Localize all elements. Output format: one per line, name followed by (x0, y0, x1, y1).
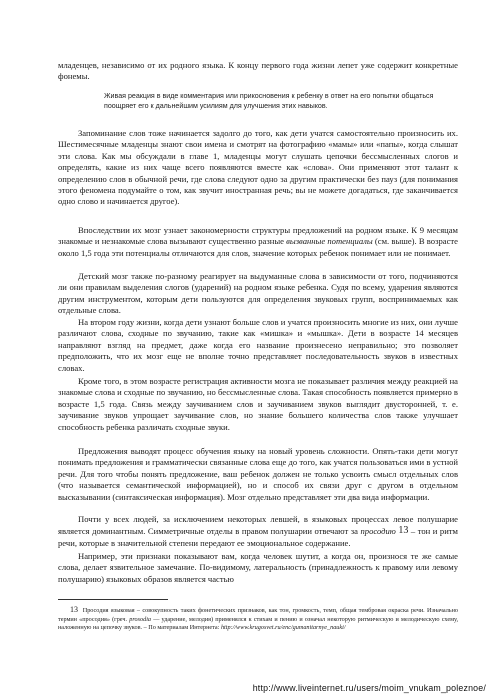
paragraph-1: младенцев, независимо от их родного языка. К концу первого года жизни лепет уже содержит конкретные фонемы. (58, 60, 458, 82)
italic-term-evoked-potentials: вызванные потенциалы (286, 236, 373, 247)
footnote-reference[interactable]: 13 (398, 525, 409, 537)
watermark-url[interactable]: http://www.liveinternet.ru/users/moim_vnukam_poleznoe/ (252, 683, 486, 693)
paragraph-6: Кроме того, в этом возрасте регистрация активности мозга не показывает различия между реакцией на знакомые слова и сходные по звучанию, но бессмысленные слова. Такая способность появляется примерно в возрасте 1,5 года. Связь между заучиванием слов и заучиванием звуков выглядит двусторонней, т. е. заучивание звуков упрощает заучивание слов, но знание большего количества слов также улучшает способность ребенка различать сходные звуки. (58, 376, 458, 432)
footnote-url[interactable]: http://www.krugosvet.ru/enc/gumanitarnye_nauki/ (220, 624, 346, 632)
paragraph-3-text: Впоследствии их мозг узнает закономерности структуры предложений на родном языке. К 9 месяцам знакомые и незнакомые слова вызывают существенно разные (58, 225, 458, 247)
paragraph-8-text: Почти у всех людей, за исключением некоторых левшей, в языковых процессах левое полушарие является доминантным. Симметричные отделы в правом полушарии отвечают за (58, 514, 458, 537)
footnote-term: prosodia (129, 615, 152, 623)
footnote (58, 606, 458, 633)
paragraph-2: Запоминание слов тоже начинается задолго до того, как дети учатся самостоятельно произносить их. Шестимесячные младенцы знают свои имена и смотрят на фотографию «мамы» или «папы», когда слышат эти слова. Как мы обсуждали в главе 1, младенцы могут слушать цепочки бессмысленных слогов и определять, какие из них чаще всего появляются вместе как «слова». Они применяют этот талант к определению слов в обычной речи, где слова следуют одно за другим практически без пауз (для понимания этого феномена подумайте о том, как звучит иностранная речь; вы не можете догадаться, где заканчивается одно слово и начинается другое). (58, 128, 458, 207)
paragraph-3-rest: (см. выше). В возрасте около 1,5 года эти потенциалы отличаются для слов, значение которых ребенок понимает или не понимает. (58, 236, 458, 258)
paragraph-8 (58, 514, 458, 549)
italic-term-prosody: просодию (360, 526, 396, 537)
paragraph-8-rest: – тон и ритм речи, которые в значительной степени передают ее эмоциональное содержание. (58, 526, 458, 548)
footnote-text: Просодия языковая – совокупность таких фонетических признаков, как тон, громкость, темп, общая тембровая окраска речи. Изначально термин «просодия» (греч. (58, 607, 459, 623)
footnote-text-2: — ударение, мелодия) применялся к стихам и пению и означал некоторую ритмическую и мелодическую схему, наложенную на цепочку звуков. – По материалам Интернета: (58, 615, 458, 632)
margin-note: Живая реакция в виде комментария или прикосновения к ребенку в ответ на его попытки общаться поощряет его к дальнейшим усилиям для улучшения этих навыков. (104, 92, 434, 110)
paragraph-7: Предложения выводят процесс обучения языку на новый уровень сложности. Опять-таки дети могут понимать предложения и грамматически связанные слова еще до того, как учатся пользоваться ими в устной речи. Для того чтобы понять предложение, ваш ребенок должен не только усвоить смысл отдельных слов (что называется семантической информацией), но и способ их связи друг с другом в отдельном высказывании (синтаксическая информация). Мозг отдельно представляет эти два вида информации. (58, 446, 458, 502)
paragraph-3 (58, 225, 458, 259)
paragraph-4: Детский мозг также по-разному реагирует на выдуманные слова в зависимости от того, подчиняются ли они правилам выделения слогов (ударений) на родном языке ребенка. Судя по всему, ударения являются другим инструментом, которым дети пользуются для определения звуковых групп, воспринимаемых как отдельные слова. (58, 271, 458, 316)
paragraph-5: На втором году жизни, когда дети узнают больше слов и учатся произносить многие из них, они лучше различают слова, сходные по звучанию, такие как «мишка» и «мышка». Дети в возрасте 14 месяцев направляют взгляд на предмет, даже когда его название произнесено неправильно; это позволяет предположить, что их мозг еще не вполне точно представляет последовательность звуков в известных словах. (58, 317, 458, 373)
paragraph-9: Например, эти признаки показывают вам, когда человек шутит, а когда он, произнося те же самые слова, делает язвительное замечание. По-видимому, латеральность (принадлежность к правому или левому полушарию) языковых образов является частью (58, 551, 458, 584)
footnote-divider (58, 599, 168, 600)
footnote-number: 13 (70, 605, 78, 614)
